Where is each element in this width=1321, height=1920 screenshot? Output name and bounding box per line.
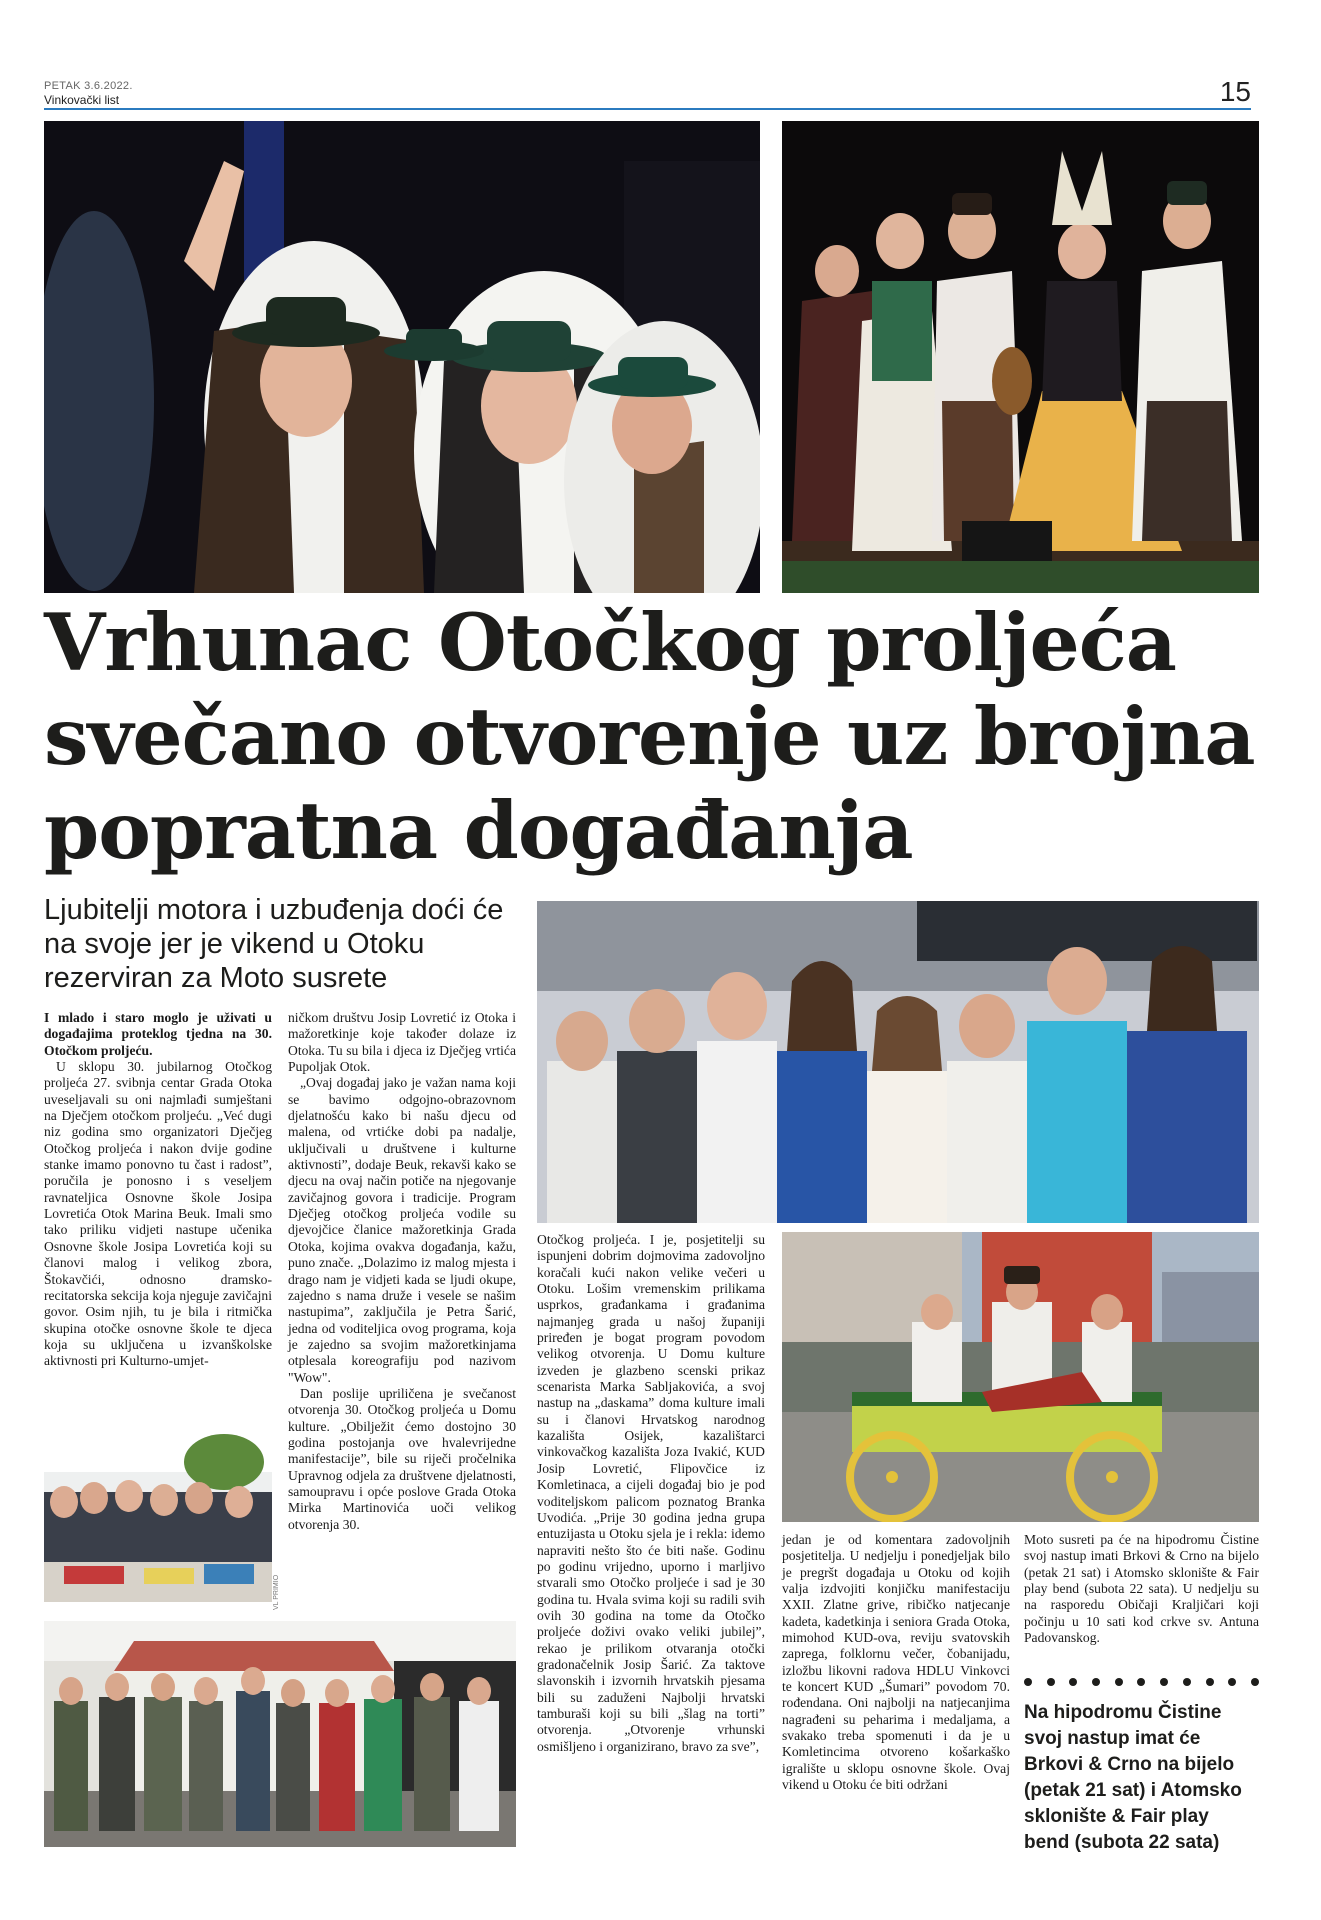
article-column-1 [44,1010,272,1370]
article-paragraph: Moto susreti pa će na hipodromu Čistine svoj nastup imati Brkovi & Crno na bijelo (petak 21 sat) i Atomsko sklonište & Fair play bend (subota 22 sata). U nedjelju su na rasporedu Običaji Kraljičari koji počinju u 10 sati kod crkve sv. Antuna Padovanskog. [1024,1532,1259,1646]
masthead-date: PETAK 3.6.2022. [44,80,133,92]
pull-quote: Na hipodromu Čistine svoj nastup imat će Brkovi & Crno na bijelo (petak 21 sat) i Atomsko sklonište & Fair play bend (subota 22 sata) [1024,1702,1242,1853]
women-exhibition-icon [44,1432,272,1602]
article-paragraph: ničkom društvu Josip Lovretić iz Otoka i mažoretkinje koje također dolaze iz Otoka. Tu su bila i djeca iz Dječjeg vrtića Pupoljak Otok. [288,1010,516,1075]
article-column-5 [1024,1532,1259,1646]
article-headline: Vrhunac Otočkog proljeća svečano otvorenje uz brojna popratna događanja [44,596,1255,877]
dancers-men-hats-icon [44,121,760,593]
article-subheadline: Ljubitelji motora i uzbuđenja doći će na svoje jer je vikend u Otoku rezerviran za Moto susrete [44,894,504,994]
page-number: 15 [1219,76,1251,107]
article-column-2 [288,1010,516,1533]
article-paragraph: jedan je od komentara zadovoljnih posjetitelja. U nedjelju i ponedjeljak bilo je pregršt događaja u Otoku od kojih valja izdvojiti konjičku manifestaciju XXII. Zlatne grive, ribičko natjecanje kadeta, kadetkinja i seniora Grada Otoka, mimohod KUD-ova, reviju svatovskih zaprega, folklornu večer, čobanijadu, izložbu likovni radova HDLU Vinkovci te koncert KUD „Šumari” povodom 70. rođendana. Oni najbolji na natjecanjima nagrađeni su peharima i medaljama, a svakako treba spomenuti i da je u Komletincima otvoreno košarkaško igralište u sklopu osnovne škole. Ovaj vikend u Otoku će biti održani [782,1532,1010,1793]
article-lead: I mlado i staro moglo je uživati u događajima proteklog tjedna na 30. Otočkom proljeću. [44,1010,272,1058]
photo-credit: VL PRIMIO [273,1574,280,1610]
horse-carriage-parade-icon [782,1232,1259,1522]
article-paragraph: Dan poslije upriličena je svečanost otvorenja 30. Otočkog proljeća u Domu kulture. „Obilježit ćemo dostojno 30 godina postojanja ove hvalevrijedne manifestacije”, bile su riječi pročelnika Upravnog odjela za društvene djelatnosti, samoupravu i opće poslove Grada Otoka Mirka Martinovića uoči velikog otvorenja 30. [288,1385,516,1532]
men-group-photo-icon [44,1621,516,1847]
dotted-separator [1024,1678,1259,1692]
article-paragraph: U sklopu 30. jubilarnog Otočkog proljeća 27. svibnja centar Grada Otoka uveseljavali su oni najmlađi sumještani na Dječjem otočkom proljeću. „Već dugi niz godina smo organizatori Dječjeg Otočkog proljeća i nakon dvije godine stanke imamo ponovno tu čast i radost”, poručila je ponosno i s veseljem ravnateljica Osnovne škole Josipa Lovretića Otok Marina Beuk. Imali smo tako priliku vidjeti nastupe učenika Osnovne škole Josipa Lovretića koji su članovi malog i velikog zbora, Štokavčići, odnosno dramsko-recitatorska sekcija koja njeguje zavičajni govor. Osim njih, tu je bila i ritmička skupina otočke osnovne škole te djeca koja su uključena u izvanškolske aktivnosti pri Kulturno-umjet- [44,1059,272,1369]
header-rule [44,108,1251,110]
article-paragraph: Otočkog proljeća. I je, posjetitelji su ispunjeni dobrim dojmovima zadovoljno koračali kući nakon velike večeri u Otoku. Lošim vremenskim prilikama usprkos, građankama i građanima najmanjeg grada u našoj županiji priređen je bogat program povodom velikog otvorenja. U Domu kulture izveden je glazbeno scenski prikaz scenarista Marka Sabljakovića, a svoj nastup na „daskama” doma kulture imali su i članovi Hrvatskog narodnog kazališta Osijek, kazalištarci vinkovačkog kazališta Joza Ivakić, KUD Josip Lovretić, Flipovčice iz Komletinaca, a cijeli događaj bio je pod voditeljskom palicom poznatog Branka Uvodića. „Prije 30 godina jedna grupa entuzijasta u Otoku sjela je i rekla: idemo napraviti nešto što će biti naše. Godinu po godinu vrijedno, uporno i marljivo stvarali smo Otočko proljeće i sad je 30 godina tu. Hvala svima koji su radili svih ovih 30 godina na tome da Otočko proljeće doživi ovako veliki jubilej”, rekao je prilikom otvaranja otočki gradonačelnik Josip Šarić. Za taktove slavonskih i izvornih hrvatskih pjesama bili su zaduženi Najbolji hrvatski tamburaši koji su bili „šlag na torti” otvorenja. „Otvorenje vrhunski osmišljeno i organizirano, bravo za sve”, [537,1232,765,1754]
article-paragraph: „Ovaj događaj jako je važan nama koji se bavimo odgojno-obrazovnom djelatnošću kako bi našu djecu od malena, od vrtićke dobi pa nadalje, uključivali u društvene i kulturne aktivnosti”, dodaje Beuk, rekavši kako se djecu na ovaj način potiče na njegovanje zavičajnog govora i tradicije. Program Dječjeg otočkog proljeća vodile su djevojčice članice mažoretkinja Grada Otoka, kojima ovakva događanja, kažu, puno znače. „Dolazimo iz malog mjesta i drago nam je vidjeti kada se ljudi okupe, zajedno s nama druže i vesele se našim nastupima”, zaključila je Petra Šarić, jedna od voditeljica ovog programa, koja je zajedno sa svojim mažoretkinjama otplesala koreografiju pod nazivom "Wow". [288,1075,516,1385]
folk-dancers-stage-icon [782,121,1259,593]
article-column-3 [537,1232,765,1755]
masthead-paper-name: Vinkovački list [44,93,120,107]
children-choir-icon [537,901,1259,1223]
article-column-4 [782,1532,1010,1794]
